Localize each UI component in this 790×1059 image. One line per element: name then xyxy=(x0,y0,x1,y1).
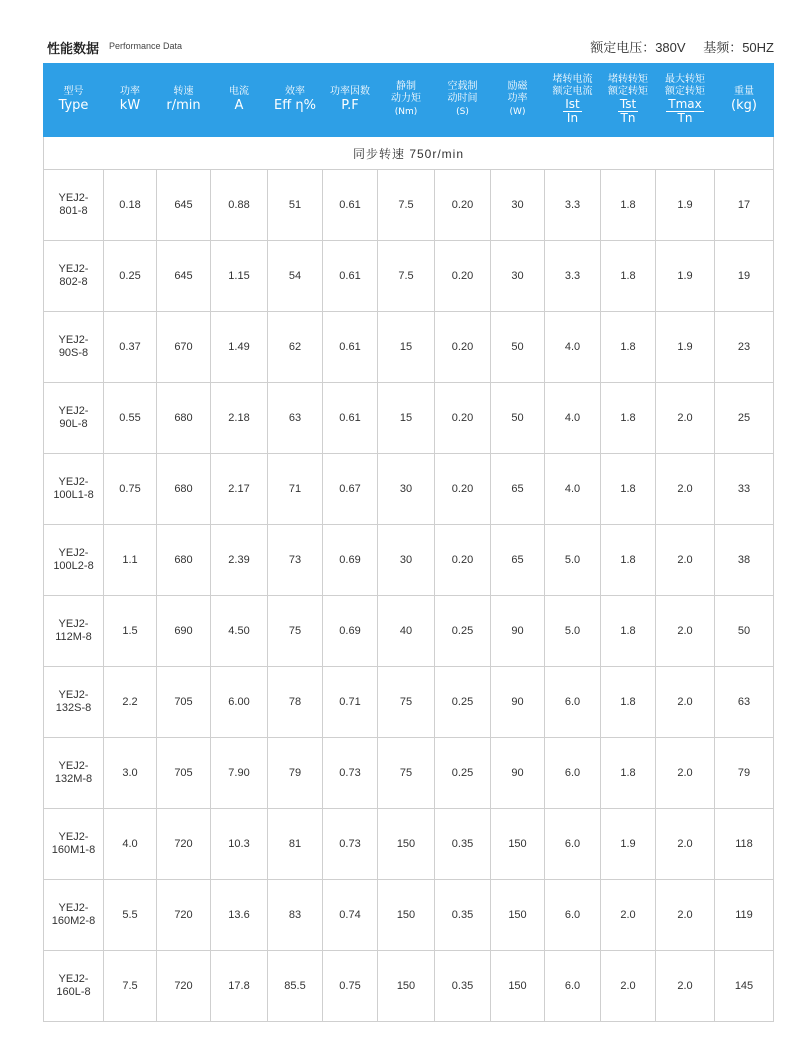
cell-weight: 19 xyxy=(715,241,774,312)
cell-ist: 4.0 xyxy=(545,383,601,454)
cell-tmax: 1.9 xyxy=(656,170,715,241)
header-pf-l2: P.F xyxy=(341,98,359,113)
cell-speed: 680 xyxy=(157,383,211,454)
cell-power: 7.5 xyxy=(104,951,157,1022)
header-tmax-fraction xyxy=(666,98,703,125)
cell-tmax: 2.0 xyxy=(656,951,715,1022)
cell-type xyxy=(44,170,104,241)
cell-static_torque: 30 xyxy=(378,454,435,525)
type-line: 132M-8 xyxy=(54,773,93,785)
table-row xyxy=(44,951,774,1022)
cell-speed: 670 xyxy=(157,312,211,383)
header-type-l1: 型号 xyxy=(63,86,84,97)
table-row xyxy=(44,738,774,809)
cell-type xyxy=(44,312,104,383)
cell-brake_time: 0.20 xyxy=(435,454,491,525)
cell-tst: 1.8 xyxy=(601,454,656,525)
cell-tst: 1.8 xyxy=(601,596,656,667)
cell-tmax: 2.0 xyxy=(656,525,715,596)
cell-current: 1.49 xyxy=(211,312,268,383)
table-row xyxy=(44,809,774,880)
cell-ist: 3.3 xyxy=(545,170,601,241)
header-tst-l1: 额定转矩 xyxy=(608,86,648,97)
column-header-tmax xyxy=(656,64,715,137)
cell-speed: 705 xyxy=(157,738,211,809)
cell-weight: 79 xyxy=(715,738,774,809)
cell-tst: 1.8 xyxy=(601,738,656,809)
table-row xyxy=(44,241,774,312)
table-row xyxy=(44,525,774,596)
cell-power: 1.5 xyxy=(104,596,157,667)
type-line: YEJ2- xyxy=(58,476,89,488)
column-header-power xyxy=(104,64,157,137)
cell-eff: 71 xyxy=(268,454,323,525)
type-line: 160M1-8 xyxy=(51,844,96,856)
cell-exc_power: 50 xyxy=(491,312,545,383)
cell-exc_power: 65 xyxy=(491,525,545,596)
type-line: YEJ2- xyxy=(58,405,89,417)
specs xyxy=(576,37,774,56)
column-header-tst xyxy=(601,64,656,137)
cell-weight: 33 xyxy=(715,454,774,525)
header-ist-den: In xyxy=(566,111,579,125)
type-line: 100L1-8 xyxy=(53,489,94,501)
header-tst-num: Tst xyxy=(619,97,637,111)
header-current-l1: 电流 xyxy=(229,86,249,97)
cell-tst: 2.0 xyxy=(601,880,656,951)
header-ist-num: Ist xyxy=(565,97,580,111)
cell-weight: 118 xyxy=(715,809,774,880)
cell-tst: 1.9 xyxy=(601,809,656,880)
cell-tmax: 2.0 xyxy=(656,383,715,454)
cell-tmax: 1.9 xyxy=(656,241,715,312)
cell-speed: 720 xyxy=(157,951,211,1022)
header-current-l2: A xyxy=(234,98,244,113)
type-line: 132S-8 xyxy=(55,702,92,714)
cell-eff: 62 xyxy=(268,312,323,383)
header-weight-l1: 重量 xyxy=(734,86,754,97)
header-eff-l1: 效率 xyxy=(285,86,305,97)
cell-pf: 0.75 xyxy=(323,951,378,1022)
table-row xyxy=(44,312,774,383)
header-brake_time-l2s: (S) xyxy=(456,107,469,117)
cell-static_torque: 75 xyxy=(378,667,435,738)
cell-ist: 3.3 xyxy=(545,241,601,312)
type-line: YEJ2- xyxy=(58,902,89,914)
cell-weight: 145 xyxy=(715,951,774,1022)
cell-eff: 78 xyxy=(268,667,323,738)
header-power-l1: 功率 xyxy=(120,86,140,97)
cell-type xyxy=(44,525,104,596)
rated-voltage: 额定电压：380V xyxy=(590,40,686,55)
header-exc_power-l2s: (W) xyxy=(509,107,526,117)
cell-eff: 63 xyxy=(268,383,323,454)
cell-current: 6.00 xyxy=(211,667,268,738)
header-tmax-den: Tn xyxy=(677,111,693,125)
cell-exc_power: 150 xyxy=(491,809,545,880)
cell-eff: 85.5 xyxy=(268,951,323,1022)
cell-ist: 6.0 xyxy=(545,880,601,951)
column-header-static_torque xyxy=(378,64,435,137)
cell-brake_time: 0.35 xyxy=(435,809,491,880)
cell-pf: 0.61 xyxy=(323,170,378,241)
header-tmax-l1: 最大转矩 xyxy=(665,74,705,85)
cell-exc_power: 90 xyxy=(491,596,545,667)
cell-brake_time: 0.25 xyxy=(435,667,491,738)
cell-current: 10.3 xyxy=(211,809,268,880)
cell-tst: 1.8 xyxy=(601,312,656,383)
cell-type xyxy=(44,738,104,809)
cell-static_torque: 40 xyxy=(378,596,435,667)
type-line: YEJ2- xyxy=(58,192,89,204)
cell-tst: 1.8 xyxy=(601,241,656,312)
cell-weight: 63 xyxy=(715,667,774,738)
base-frequency: 基频：50HZ xyxy=(703,40,774,55)
cell-ist: 4.0 xyxy=(545,312,601,383)
cell-exc_power: 90 xyxy=(491,738,545,809)
cell-brake_time: 0.20 xyxy=(435,170,491,241)
header-brake_time-l1: 动时间 xyxy=(447,93,478,104)
cell-pf: 0.73 xyxy=(323,809,378,880)
cell-current: 2.39 xyxy=(211,525,268,596)
cell-current: 7.90 xyxy=(211,738,268,809)
performance-table xyxy=(43,63,774,1022)
cell-tst: 1.8 xyxy=(601,667,656,738)
type-line: 90L-8 xyxy=(59,418,88,430)
cell-type xyxy=(44,596,104,667)
cell-power: 0.25 xyxy=(104,241,157,312)
cell-pf: 0.67 xyxy=(323,454,378,525)
cell-brake_time: 0.25 xyxy=(435,596,491,667)
header-tst-l1: 堵转转矩 xyxy=(608,74,648,85)
type-line: YEJ2- xyxy=(58,831,89,843)
cell-ist: 6.0 xyxy=(545,738,601,809)
type-line: YEJ2- xyxy=(58,263,89,275)
sync-speed-label: 同步转速 750r/min xyxy=(44,137,774,170)
cell-exc_power: 150 xyxy=(491,951,545,1022)
cell-eff: 83 xyxy=(268,880,323,951)
cell-tmax: 2.0 xyxy=(656,454,715,525)
cell-weight: 119 xyxy=(715,880,774,951)
cell-speed: 705 xyxy=(157,667,211,738)
cell-exc_power: 30 xyxy=(491,170,545,241)
table-row xyxy=(44,880,774,951)
cell-speed: 680 xyxy=(157,454,211,525)
cell-type xyxy=(44,809,104,880)
cell-static_torque: 30 xyxy=(378,525,435,596)
cell-static_torque: 15 xyxy=(378,383,435,454)
cell-exc_power: 150 xyxy=(491,880,545,951)
cell-weight: 23 xyxy=(715,312,774,383)
header-exc_power-l1: 励磁 xyxy=(507,81,528,92)
cell-power: 2.2 xyxy=(104,667,157,738)
cell-type xyxy=(44,880,104,951)
header-speed-l2: r/min xyxy=(166,98,201,113)
cell-power: 0.55 xyxy=(104,383,157,454)
header-power-l2: kW xyxy=(119,98,141,113)
header-tst-fraction xyxy=(618,98,638,125)
page-title-en: Performance Data xyxy=(109,41,183,51)
cell-type xyxy=(44,454,104,525)
page-title-cn: 性能数据 xyxy=(47,42,100,57)
cell-pf: 0.61 xyxy=(323,241,378,312)
cell-ist: 6.0 xyxy=(545,951,601,1022)
table-row xyxy=(44,170,774,241)
cell-speed: 645 xyxy=(157,170,211,241)
cell-ist: 5.0 xyxy=(545,525,601,596)
type-line: 802-8 xyxy=(59,276,88,288)
cell-eff: 51 xyxy=(268,170,323,241)
cell-type xyxy=(44,667,104,738)
cell-ist: 6.0 xyxy=(545,667,601,738)
type-line: YEJ2- xyxy=(58,618,89,630)
cell-weight: 17 xyxy=(715,170,774,241)
cell-current: 4.50 xyxy=(211,596,268,667)
cell-eff: 79 xyxy=(268,738,323,809)
header-ist-fraction xyxy=(563,98,582,125)
cell-weight: 38 xyxy=(715,525,774,596)
cell-type xyxy=(44,951,104,1022)
cell-pf: 0.71 xyxy=(323,667,378,738)
cell-speed: 720 xyxy=(157,809,211,880)
cell-current: 1.15 xyxy=(211,241,268,312)
cell-tmax: 1.9 xyxy=(656,312,715,383)
cell-pf: 0.74 xyxy=(323,880,378,951)
cell-current: 2.18 xyxy=(211,383,268,454)
header-tst-den: Tn xyxy=(620,111,636,125)
table-row xyxy=(44,383,774,454)
cell-pf: 0.61 xyxy=(323,312,378,383)
type-line: YEJ2- xyxy=(58,973,89,985)
header-pf-l1: 功率因数 xyxy=(330,86,370,97)
cell-brake_time: 0.35 xyxy=(435,880,491,951)
type-line: YEJ2- xyxy=(58,689,89,701)
cell-brake_time: 0.25 xyxy=(435,738,491,809)
table-header-row xyxy=(44,64,774,137)
cell-exc_power: 90 xyxy=(491,667,545,738)
cell-static_torque: 150 xyxy=(378,880,435,951)
sync-speed-row xyxy=(44,137,774,170)
cell-static_torque: 15 xyxy=(378,312,435,383)
type-line: 90S-8 xyxy=(58,347,89,359)
cell-tmax: 2.0 xyxy=(656,738,715,809)
type-line: 160L-8 xyxy=(56,986,91,998)
cell-speed: 690 xyxy=(157,596,211,667)
page-header xyxy=(47,34,778,58)
cell-pf: 0.73 xyxy=(323,738,378,809)
column-header-exc_power xyxy=(491,64,545,137)
cell-speed: 680 xyxy=(157,525,211,596)
column-header-weight xyxy=(715,64,774,137)
type-line: 112M-8 xyxy=(55,631,92,643)
header-brake_time-l1: 空载制 xyxy=(447,81,478,92)
table-row xyxy=(44,667,774,738)
cell-power: 4.0 xyxy=(104,809,157,880)
cell-static_torque: 150 xyxy=(378,809,435,880)
column-header-ist xyxy=(545,64,601,137)
cell-speed: 645 xyxy=(157,241,211,312)
cell-static_torque: 150 xyxy=(378,951,435,1022)
cell-current: 17.8 xyxy=(211,951,268,1022)
cell-ist: 5.0 xyxy=(545,596,601,667)
cell-eff: 73 xyxy=(268,525,323,596)
cell-tst: 1.8 xyxy=(601,170,656,241)
cell-speed: 720 xyxy=(157,880,211,951)
column-header-type xyxy=(44,64,104,137)
cell-pf: 0.69 xyxy=(323,525,378,596)
cell-tmax: 2.0 xyxy=(656,880,715,951)
cell-eff: 54 xyxy=(268,241,323,312)
header-eff-l2: Eff η% xyxy=(274,98,316,113)
header-weight-l2: (kg) xyxy=(731,98,757,113)
cell-type xyxy=(44,383,104,454)
type-line: YEJ2- xyxy=(58,760,89,772)
column-header-eff xyxy=(268,64,323,137)
cell-tst: 1.8 xyxy=(601,383,656,454)
header-static_torque-l1: 动力矩 xyxy=(391,93,421,104)
cell-brake_time: 0.20 xyxy=(435,525,491,596)
cell-pf: 0.69 xyxy=(323,596,378,667)
cell-weight: 25 xyxy=(715,383,774,454)
column-header-current xyxy=(211,64,268,137)
type-line: YEJ2- xyxy=(58,334,89,346)
cell-tst: 2.0 xyxy=(601,951,656,1022)
header-static_torque-l1: 静制 xyxy=(396,81,416,92)
type-line: YEJ2- xyxy=(58,547,89,559)
column-header-pf xyxy=(323,64,378,137)
cell-current: 2.17 xyxy=(211,454,268,525)
header-type-l2: Type xyxy=(58,98,89,113)
cell-power: 0.37 xyxy=(104,312,157,383)
cell-tmax: 2.0 xyxy=(656,809,715,880)
cell-current: 13.6 xyxy=(211,880,268,951)
cell-brake_time: 0.20 xyxy=(435,241,491,312)
cell-brake_time: 0.20 xyxy=(435,312,491,383)
cell-ist: 4.0 xyxy=(545,454,601,525)
cell-static_torque: 7.5 xyxy=(378,241,435,312)
column-header-speed xyxy=(157,64,211,137)
cell-power: 5.5 xyxy=(104,880,157,951)
table-row xyxy=(44,596,774,667)
cell-tmax: 2.0 xyxy=(656,667,715,738)
type-line: 100L2-8 xyxy=(53,560,94,572)
cell-type xyxy=(44,241,104,312)
cell-eff: 81 xyxy=(268,809,323,880)
cell-tst: 1.8 xyxy=(601,525,656,596)
cell-exc_power: 65 xyxy=(491,454,545,525)
cell-current: 0.88 xyxy=(211,170,268,241)
cell-power: 0.75 xyxy=(104,454,157,525)
cell-brake_time: 0.35 xyxy=(435,951,491,1022)
header-speed-l1: 转速 xyxy=(173,86,194,97)
type-line: 801-8 xyxy=(59,205,88,217)
cell-exc_power: 30 xyxy=(491,241,545,312)
cell-power: 1.1 xyxy=(104,525,157,596)
column-header-brake_time xyxy=(435,64,491,137)
header-exc_power-l1: 功率 xyxy=(507,93,528,104)
cell-tmax: 2.0 xyxy=(656,596,715,667)
header-static_torque-l2s: (Nm) xyxy=(394,107,418,117)
type-line: 160M2-8 xyxy=(51,915,96,927)
cell-pf: 0.61 xyxy=(323,383,378,454)
cell-power: 0.18 xyxy=(104,170,157,241)
table-row xyxy=(44,454,774,525)
cell-power: 3.0 xyxy=(104,738,157,809)
cell-brake_time: 0.20 xyxy=(435,383,491,454)
header-tmax-num: Tmax xyxy=(668,97,702,111)
header-ist-l1: 堵转电流 xyxy=(552,74,593,85)
cell-eff: 75 xyxy=(268,596,323,667)
cell-weight: 50 xyxy=(715,596,774,667)
header-tmax-l1: 额定转矩 xyxy=(665,86,705,97)
cell-static_torque: 7.5 xyxy=(378,170,435,241)
cell-exc_power: 50 xyxy=(491,383,545,454)
header-ist-l1: 额定电流 xyxy=(552,86,593,97)
cell-static_torque: 75 xyxy=(378,738,435,809)
cell-ist: 6.0 xyxy=(545,809,601,880)
